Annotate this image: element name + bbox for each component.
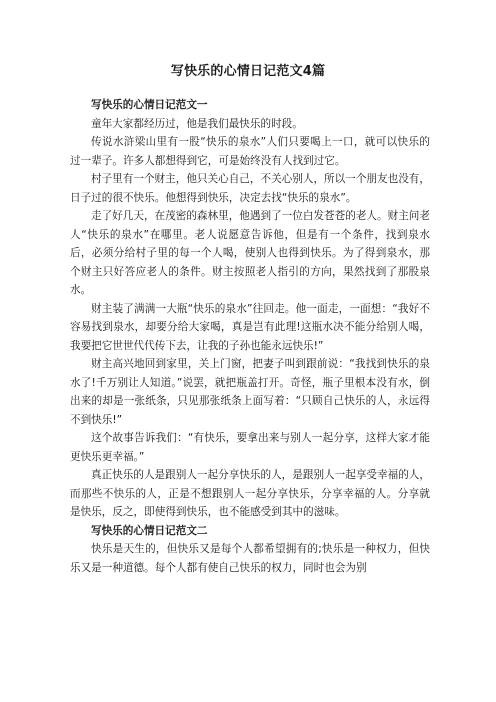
paragraph: 传说水浒梁山里有一股“快乐的泉水”人们只要喝上一口，就可以快乐的过一辈子。许多人都想得到它，可是始终没有人找到过它。 <box>70 136 430 167</box>
section-heading: 写快乐的心情日记范文一 <box>91 99 208 111</box>
section-heading: 写快乐的心情日记范文二 <box>91 524 208 537</box>
document-body <box>70 96 430 577</box>
paragraph: 财主装了满满一大瓶“快乐的泉水”往回走。他一面走，一面想：“我好不容易找到泉水，却要分给大家喝，真是岂有此理!这瓶水决不能分给别人喝，我要把它世世代代传下去，让我的子孙也能永远快乐!” <box>70 302 430 352</box>
paragraph: 快乐是天生的，但快乐又是每个人都希望拥有的;快乐是一种权力，但快乐又是一种道德。每个人都有使自己快乐的权力，同时也会为别 <box>70 543 430 574</box>
document-title: 写快乐的心情日记范文4篇 <box>170 64 326 79</box>
paragraph: 这个故事告诉我们：“有快乐，要拿出来与别人一起分享，这样大家才能更快乐更幸福。” <box>70 432 430 463</box>
paragraph: 童年大家都经历过，他是我们最快乐的时段。 <box>91 117 303 130</box>
paragraph: 真正快乐的人是跟别人一起分享快乐的人，是跟别人一起享受幸福的人，而那些不快乐的人，正是不想跟别人一起分享快乐，分享幸福的人。分享就是快乐，反之，即使得到快乐，也不能感受到其中的滋味。 <box>70 469 430 518</box>
paragraph: 财主高兴地回到家里，关上门窗，把妻子叫到跟前说：“我找到快乐的泉水了!千万别让人知道。”说罢，就把瓶盖打开。奇怪，瓶子里根本没有水，倒出来的却是一张纸条，只见那张纸条上面写着：“只顾自己快乐的人，永远得不到快乐!” <box>70 358 430 426</box>
paragraph: 村子里有一个财主，他只关心自己，不关心别人，所以一个朋友也没有，日子过的很不快乐。他想得到快乐，决定去找“快乐的泉水”。 <box>70 173 430 204</box>
paragraph: 走了好几天，在茂密的森林里，他遇到了一位白发苍苍的老人。财主问老人“快乐的泉水”在哪里。老人说愿意告诉他，但是有一个条件，找到泉水后，必须分给村子里的每一个人喝，使别人也得到快乐。为了得到泉水，那个财主只好答应老人的条件。财主按照老人指引的方向，果然找到了那股泉水。 <box>70 210 430 296</box>
